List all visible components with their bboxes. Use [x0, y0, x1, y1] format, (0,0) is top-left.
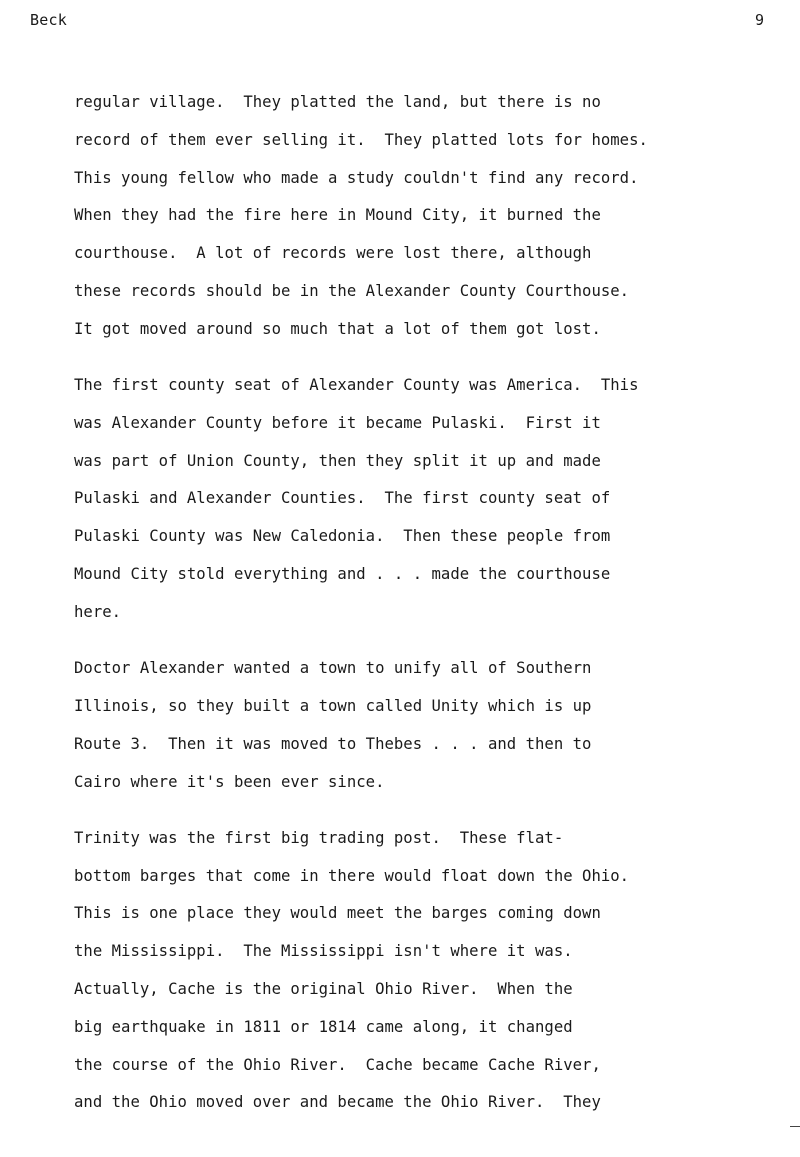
text-line: This is one place they would meet the barges coming down	[74, 904, 601, 923]
text-line: Illinois, so they built a town called Unity which is up	[74, 696, 592, 715]
paragraph	[74, 650, 774, 801]
text-line: and the Ohio moved over and became the Ohio River. They	[74, 1093, 601, 1112]
paragraph	[74, 84, 774, 349]
text-line: was part of Union County, then they split it up and made	[74, 451, 601, 470]
page-number: 9	[754, 11, 764, 29]
text-line: Actually, Cache is the original Ohio River. When the	[74, 980, 573, 999]
text-line: When they had the fire here in Mound City, it burned the	[74, 206, 601, 225]
text-line: the Mississippi. The Mississippi isn't where it was.	[74, 942, 573, 961]
text-line: It got moved around so much that a lot of them got lost.	[74, 319, 601, 338]
text-line: Cairo where it's been ever since.	[74, 772, 385, 791]
text-line: Route 3. Then it was moved to Thebes . . . and then to	[74, 734, 592, 753]
text-line: these records should be in the Alexander County Courthouse.	[74, 281, 630, 300]
text-line: regular village. They platted the land, but there is no	[74, 93, 601, 111]
body-text	[74, 84, 774, 1141]
text-line: Doctor Alexander wanted a town to unify all of Southern	[74, 659, 592, 678]
text-line: Trinity was the first big trading post. These flat-	[74, 828, 564, 847]
text-line: courthouse. A lot of records were lost there, although	[74, 244, 592, 263]
paragraph	[74, 820, 774, 1122]
text-line: This young fellow who made a study couldn't find any record.	[74, 168, 639, 187]
text-line: Pulaski and Alexander Counties. The first county seat of	[74, 489, 611, 508]
text-line: Mound City stold everything and . . . made the courthouse	[74, 565, 611, 584]
text-line: Pulaski County was New Caledonia. Then these people from	[74, 527, 611, 546]
header-author: Beck	[30, 11, 67, 29]
paragraph	[74, 367, 774, 632]
text-line: bottom barges that come in there would float down the Ohio.	[74, 866, 630, 885]
text-line: record of them ever selling it. They platted lots for homes.	[74, 130, 648, 149]
text-line: big earthquake in 1811 or 1814 came along, it changed	[74, 1017, 573, 1036]
text-line: the course of the Ohio River. Cache became Cache River,	[74, 1055, 601, 1074]
text-line: The first county seat of Alexander County was America. This	[74, 376, 639, 395]
text-line: here.	[74, 602, 122, 621]
text-line: was Alexander County before it became Pulaski. First it	[74, 413, 601, 432]
page-edge-mark	[790, 1126, 800, 1127]
